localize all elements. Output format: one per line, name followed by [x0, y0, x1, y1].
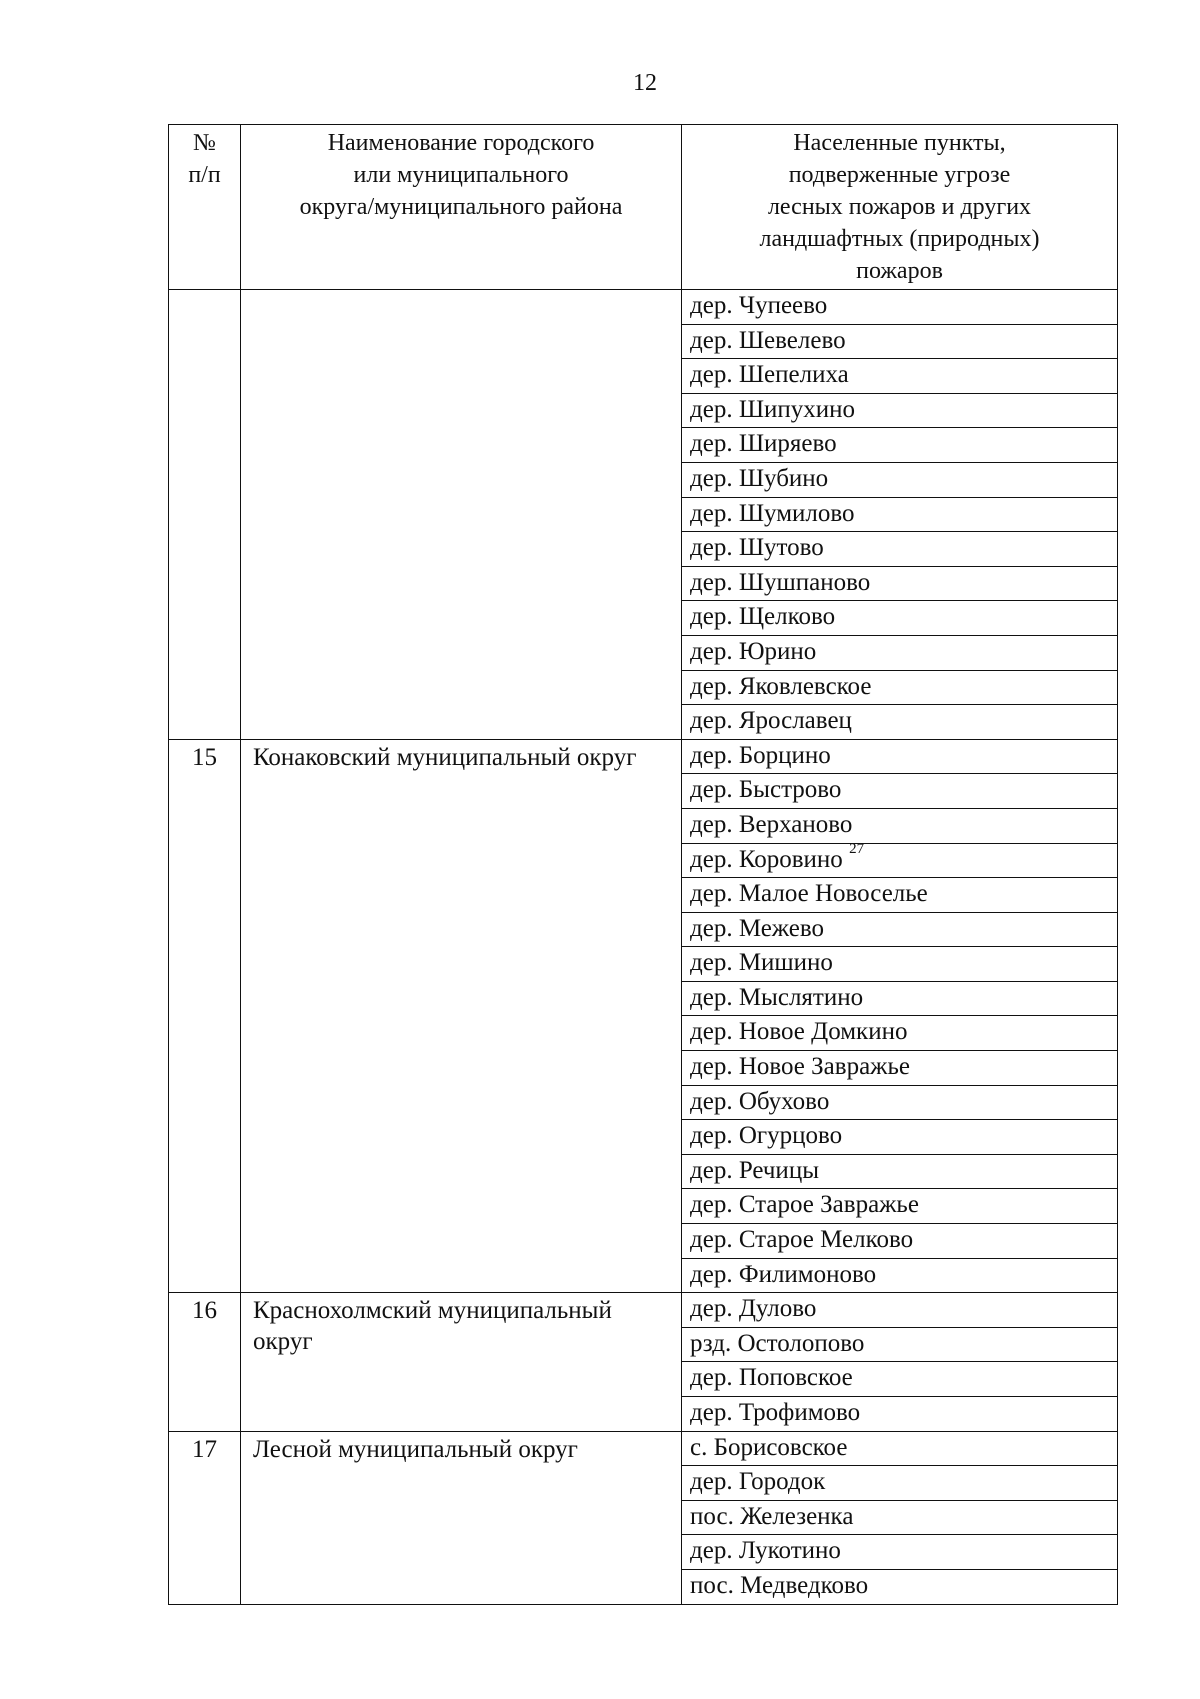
settlement-name: дер. Трофимово	[690, 1399, 861, 1426]
settlement-cell	[682, 1327, 1118, 1362]
table-row	[169, 739, 1118, 774]
settlement-cell	[682, 670, 1118, 705]
settlement-cell	[682, 1051, 1118, 1086]
settlement-cell	[682, 393, 1118, 428]
settlement-cell	[682, 324, 1118, 359]
settlement-cell	[682, 774, 1118, 809]
settlement-cell	[682, 359, 1118, 394]
settlement-name: дер. Филимоново	[690, 1260, 877, 1288]
settlement-name: дер. Огурцово	[690, 1122, 843, 1150]
settlement-cell	[682, 912, 1118, 947]
settlement-name: дер. Ярославец	[690, 707, 852, 735]
settlement-cell	[682, 1258, 1118, 1293]
settlement-cell	[682, 1431, 1118, 1466]
settlement-name: дер. Щелково	[690, 603, 836, 631]
settlement-name: дер. Юрино	[690, 637, 817, 665]
settlement-cell	[682, 705, 1118, 740]
settlement-cell	[682, 1362, 1118, 1397]
settlement-name: пос. Медведково	[690, 1571, 869, 1599]
settlement-name: дер. Малое Новоселье	[690, 880, 928, 908]
settlement-name: дер. Чупеево	[690, 292, 828, 319]
footnote-marker: 27	[849, 841, 865, 858]
settlement-name: дер. Новое Завражье	[690, 1053, 910, 1081]
settlement-cell	[682, 1466, 1118, 1501]
settlement-cell	[682, 1016, 1118, 1051]
table-row	[169, 290, 1118, 325]
settlement-name: дер. Обухово	[690, 1087, 830, 1115]
settlement-cell	[682, 532, 1118, 567]
settlement-cell	[682, 1189, 1118, 1224]
settlement-cell	[682, 1500, 1118, 1535]
settlement-cell	[682, 1120, 1118, 1155]
settlement-cell	[682, 497, 1118, 532]
settlement-name: дер. Межево	[690, 914, 824, 942]
header-number: № п/п	[169, 125, 241, 290]
settlement-cell	[682, 1224, 1118, 1259]
row-number: 16	[169, 1293, 241, 1431]
header-district-name: Наименование городского или муниципального округа/муниципального района	[241, 125, 682, 290]
settlement-name: дер. Дулово	[690, 1295, 817, 1323]
settlement-name: дер. Мишино	[690, 949, 833, 977]
settlement-cell	[682, 635, 1118, 670]
settlement-name: пос. Железенка	[690, 1502, 854, 1530]
settlement-cell	[682, 601, 1118, 636]
settlement-name: дер. Борцино	[690, 741, 831, 769]
settlement-cell	[682, 739, 1118, 774]
table-header-row	[169, 125, 1118, 290]
district-name: Лесной муниципальный округ	[241, 1431, 682, 1604]
table-body	[169, 290, 1118, 1605]
settlement-name: дер. Шубино	[690, 464, 829, 492]
settlement-name: дер. Шушпаново	[690, 568, 871, 596]
header-settlements: Населенные пункты, подверженные угрозе лесных пожаров и других ландшафтных (природных) пожаров	[682, 125, 1118, 290]
settlement-name: рзд. Остолопово	[690, 1329, 865, 1357]
settlement-name: дер. Коровино	[690, 845, 843, 873]
settlement-name: дер. Старое Мелково	[690, 1226, 914, 1254]
table-row	[169, 1293, 1118, 1328]
row-number: 17	[169, 1431, 241, 1604]
settlement-cell	[682, 1397, 1118, 1432]
settlement-cell	[682, 566, 1118, 601]
district-name: Конаковский муниципальный округ	[241, 739, 682, 1293]
row-number: 15	[169, 739, 241, 1293]
settlement-cell	[682, 1293, 1118, 1328]
settlement-name: дер. Городок	[690, 1468, 826, 1496]
settlement-name: дер. Мыслятино	[690, 983, 864, 1011]
settlement-cell	[682, 843, 1118, 878]
settlement-cell	[682, 1569, 1118, 1604]
settlement-cell	[682, 462, 1118, 497]
settlement-name: дер. Ширяево	[690, 430, 837, 458]
settlement-cell	[682, 428, 1118, 463]
settlement-name: дер. Верханово	[690, 810, 853, 838]
settlement-name: дер. Шевелево	[690, 326, 846, 354]
settlement-cell	[682, 981, 1118, 1016]
settlement-name: дер. Речицы	[690, 1156, 819, 1184]
settlement-cell	[682, 878, 1118, 913]
settlement-name: дер. Яковлевское	[690, 672, 872, 700]
district-name: Краснохолмский муниципальный округ	[241, 1293, 682, 1431]
settlement-name: дер. Шумилово	[690, 499, 855, 527]
settlements-table	[168, 124, 1118, 1605]
settlement-name: дер. Лукотино	[690, 1537, 841, 1565]
settlement-name: дер. Поповское	[690, 1364, 853, 1392]
settlement-cell	[682, 1085, 1118, 1120]
settlement-cell	[682, 1535, 1118, 1570]
settlement-name: дер. Шутово	[690, 534, 824, 562]
settlement-name: дер. Быстрово	[690, 776, 842, 804]
table-row	[169, 1431, 1118, 1466]
settlement-name: дер. Шепелиха	[690, 361, 849, 389]
settlement-cell	[682, 290, 1118, 325]
settlement-name: дер. Шипухино	[690, 395, 856, 423]
settlement-cell	[682, 808, 1118, 843]
settlement-name: дер. Старое Завражье	[690, 1191, 919, 1219]
settlement-cell	[682, 947, 1118, 982]
district-name	[241, 290, 682, 740]
settlement-cell	[682, 1154, 1118, 1189]
row-number	[169, 290, 241, 740]
settlement-name: с. Борисовское	[690, 1433, 848, 1461]
settlement-name: дер. Новое Домкино	[690, 1018, 908, 1046]
page-number: 12	[633, 70, 657, 96]
